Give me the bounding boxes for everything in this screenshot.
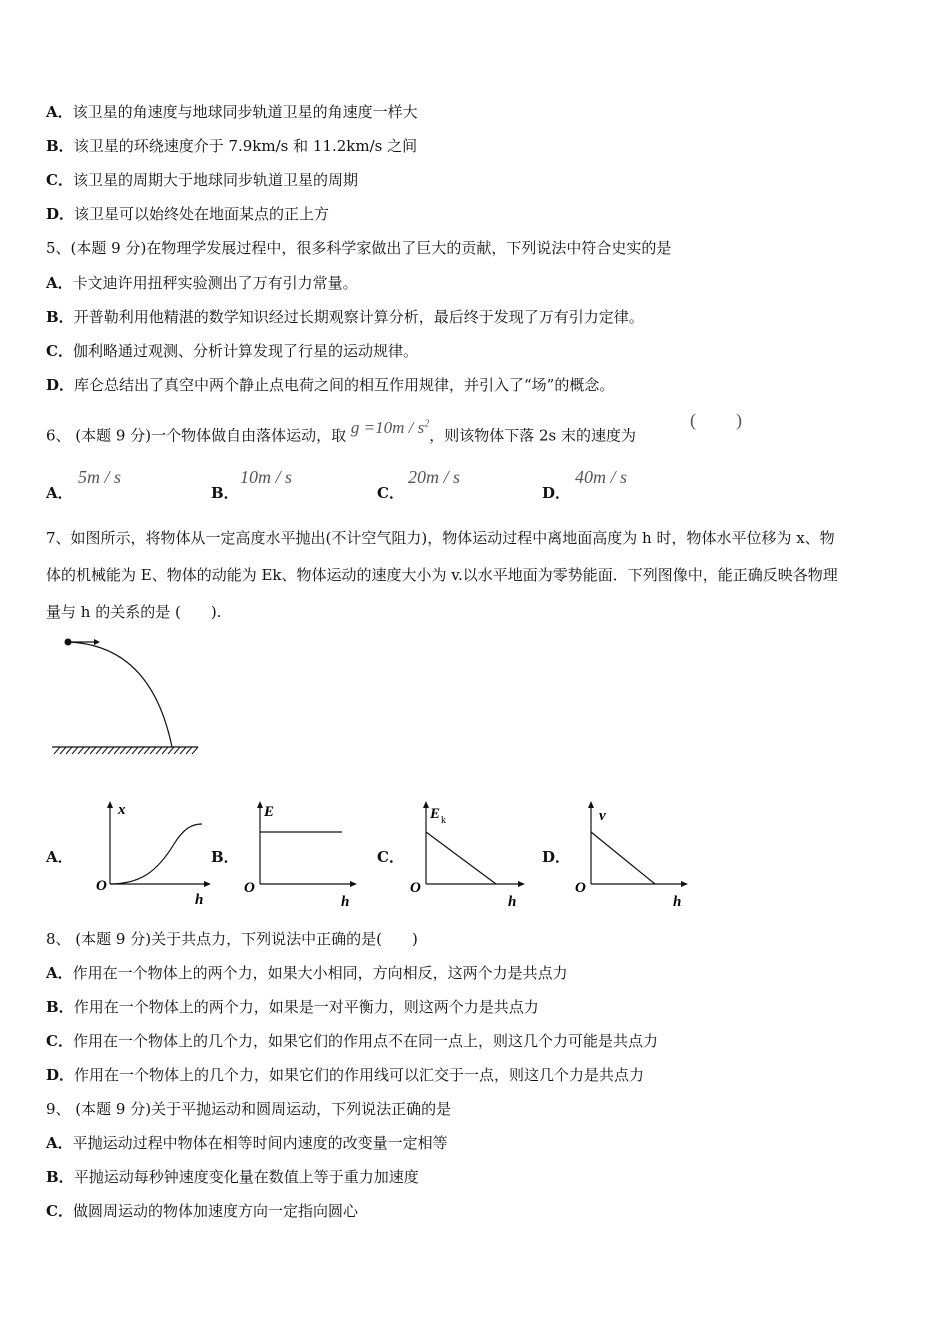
q4-option-c bbox=[46, 170, 358, 190]
x-axis-label: h bbox=[195, 892, 204, 908]
option-label: A． bbox=[46, 964, 73, 982]
y-axis-subscript: k bbox=[441, 815, 446, 826]
q6-paren-open: ( bbox=[690, 410, 696, 430]
option-label: D． bbox=[46, 205, 75, 223]
y-axis-label: E bbox=[264, 804, 275, 820]
q7-stem-line1: 7、如图所示，将物体从一定高度水平抛出(不计空气阻力)，物体运动过程中离地面高度为 h 时，物体水平位移为 x、物 bbox=[46, 529, 835, 547]
option-label: A． bbox=[46, 274, 73, 292]
q8-option-a bbox=[46, 963, 568, 983]
q8-stem: 8、 (本题 9 分)关于共点力，下列说法中正确的是( ) bbox=[46, 930, 418, 948]
option-text: 做圆周运动的物体加速度方向一定指向圆心 bbox=[72, 1202, 358, 1220]
x-axis-arrowhead bbox=[350, 881, 357, 887]
option-label: C． bbox=[46, 1032, 73, 1050]
origin-label: O bbox=[96, 878, 107, 894]
option-text: 平抛运动每秒钟速度变化量在数值上等于重力加速度 bbox=[73, 1168, 419, 1186]
q6-formula bbox=[351, 418, 429, 437]
option-label: A． bbox=[46, 103, 73, 121]
y-axis-label: x bbox=[118, 802, 126, 818]
q7-graph-b bbox=[242, 800, 362, 912]
graph-curve bbox=[110, 824, 202, 884]
option-text: 伽利略通过观测、分析计算发现了行星的运动规律。 bbox=[72, 342, 418, 360]
q7-stem-line2: 体的机械能为 E、物体的动能为 Ek、物体运动的速度大小为 v.以水平地面为零势能面．下列图像中，能正确反映各物理 bbox=[46, 566, 838, 584]
q7-graph-c bbox=[408, 800, 528, 912]
option-text: 开普勒利用他精湛的数学知识经过长期观察计算分析，最后终于发现了万有引力定律。 bbox=[73, 308, 644, 326]
graph-line bbox=[591, 832, 655, 884]
option-text: 作用在一个物体上的几个力，如果它们的作用点不在同一点上，则这几个力可能是共点力 bbox=[72, 1032, 658, 1050]
q6-stem bbox=[46, 417, 637, 446]
q8-option-b bbox=[46, 997, 539, 1017]
q6-option-c-value: 20m / s bbox=[408, 467, 461, 487]
x-axis-label: h bbox=[508, 894, 517, 910]
q5-option-c bbox=[46, 341, 418, 361]
x-axis-label: h bbox=[341, 894, 350, 910]
q6-option-d-value: 40m / s bbox=[575, 467, 628, 487]
q4-option-b bbox=[46, 136, 417, 156]
option-label: B． bbox=[46, 1168, 74, 1186]
option-text: 作用在一个物体上的两个力，如果是一对平衡力，则这两个力是共点力 bbox=[73, 998, 539, 1016]
option-label: A． bbox=[46, 1134, 73, 1152]
x-axis-arrowhead bbox=[518, 881, 525, 887]
option-label: D． bbox=[46, 376, 75, 394]
origin-label: O bbox=[410, 880, 421, 896]
option-label: B． bbox=[46, 137, 74, 155]
option-label: B． bbox=[46, 308, 74, 326]
velocity-arrowhead bbox=[94, 639, 100, 645]
q6-option-d-label: D． bbox=[542, 484, 571, 502]
q5-option-d bbox=[46, 375, 614, 395]
projectile-diagram bbox=[46, 630, 206, 760]
x-axis-label: h bbox=[673, 894, 682, 910]
y-axis-label: v bbox=[599, 808, 606, 824]
trajectory-curve bbox=[68, 642, 172, 747]
option-text: 作用在一个物体上的两个力，如果大小相同，方向相反，这两个力是共点力 bbox=[72, 964, 568, 982]
option-text: 该卫星的环绕速度介于 7.9km/s 和 11.2km/s 之间 bbox=[73, 137, 418, 155]
option-text: 库仑总结出了真空中两个静止点电荷之间的相互作用规律，并引入了“场”的概念。 bbox=[74, 376, 615, 394]
option-text: 该卫星可以始终处在地面某点的正上方 bbox=[74, 205, 330, 223]
q6-paren-close: ) bbox=[736, 410, 742, 430]
option-label: B． bbox=[46, 998, 74, 1016]
q7-graph-a bbox=[92, 800, 212, 912]
option-label: C． bbox=[46, 342, 73, 360]
q6-option-b-value: 10m / s bbox=[240, 467, 293, 487]
y-axis-label: E bbox=[430, 806, 441, 822]
q7-graph-d bbox=[573, 800, 693, 912]
q9-stem: 9、 (本题 9 分)关于平抛运动和圆周运动，下列说法正确的是 bbox=[46, 1100, 452, 1118]
q5-option-b bbox=[46, 307, 644, 327]
ground-hatching bbox=[54, 747, 198, 754]
y-axis-arrowhead bbox=[107, 801, 113, 808]
q5-option-a bbox=[46, 273, 358, 293]
origin-label: O bbox=[575, 880, 586, 896]
x-axis-arrowhead bbox=[681, 881, 688, 887]
option-text: 平抛运动过程中物体在相等时间内速度的改变量一定相等 bbox=[72, 1134, 448, 1152]
option-text: 作用在一个物体上的几个力，如果它们的作用线可以汇交于一点，则这几个力是共点力 bbox=[74, 1066, 645, 1084]
q7-graph-c-label: C． bbox=[377, 848, 404, 866]
q7-graph-d-label: D． bbox=[542, 848, 571, 866]
y-axis-arrowhead bbox=[423, 801, 429, 808]
option-label: C． bbox=[46, 1202, 73, 1220]
q6-stem-part1: 6、 (本题 9 分)一个物体做自由落体运动，取 bbox=[46, 426, 347, 445]
q9-option-a bbox=[46, 1133, 448, 1153]
x-axis-arrowhead bbox=[204, 881, 211, 887]
q6-option-c-label: C． bbox=[377, 484, 404, 502]
origin-label: O bbox=[244, 880, 255, 896]
q7-graph-b-label: B． bbox=[211, 848, 239, 866]
q4-option-d bbox=[46, 204, 329, 224]
option-text: 卡文迪许用扭秤实验测出了万有引力常量。 bbox=[72, 274, 358, 292]
q6-option-a-label: A． bbox=[46, 484, 73, 502]
y-axis-arrowhead bbox=[257, 801, 263, 808]
q7-graph-a-label: A． bbox=[46, 848, 73, 866]
q6-stem-part2: ，则该物体下落 2s 末的速度为 bbox=[429, 426, 637, 445]
y-axis-arrowhead bbox=[588, 801, 594, 808]
q8-option-c bbox=[46, 1031, 658, 1051]
q5-stem: 5、(本题 9 分)在物理学发展过程中，很多科学家做出了巨大的贡献，下列说法中符合史实的是 bbox=[46, 239, 672, 257]
q8-option-d bbox=[46, 1065, 644, 1085]
q9-option-c bbox=[46, 1201, 358, 1221]
option-text: 该卫星的周期大于地球同步轨道卫星的周期 bbox=[72, 171, 358, 189]
q6-formula-text: g =10m / s bbox=[350, 417, 425, 437]
q9-option-b bbox=[46, 1167, 419, 1187]
q6-option-b-label: B． bbox=[211, 484, 239, 502]
option-label: C． bbox=[46, 171, 73, 189]
q6-option-a-value: 5m / s bbox=[78, 467, 122, 487]
q7-stem-line3: 量与 h 的关系的是 ( ). bbox=[46, 603, 222, 621]
option-text: 该卫星的角速度与地球同步轨道卫星的角速度一样大 bbox=[72, 103, 418, 121]
q4-option-a bbox=[46, 102, 418, 122]
option-label: D． bbox=[46, 1066, 75, 1084]
graph-line bbox=[426, 832, 496, 884]
q6-formula-sup: 2 bbox=[424, 418, 430, 429]
